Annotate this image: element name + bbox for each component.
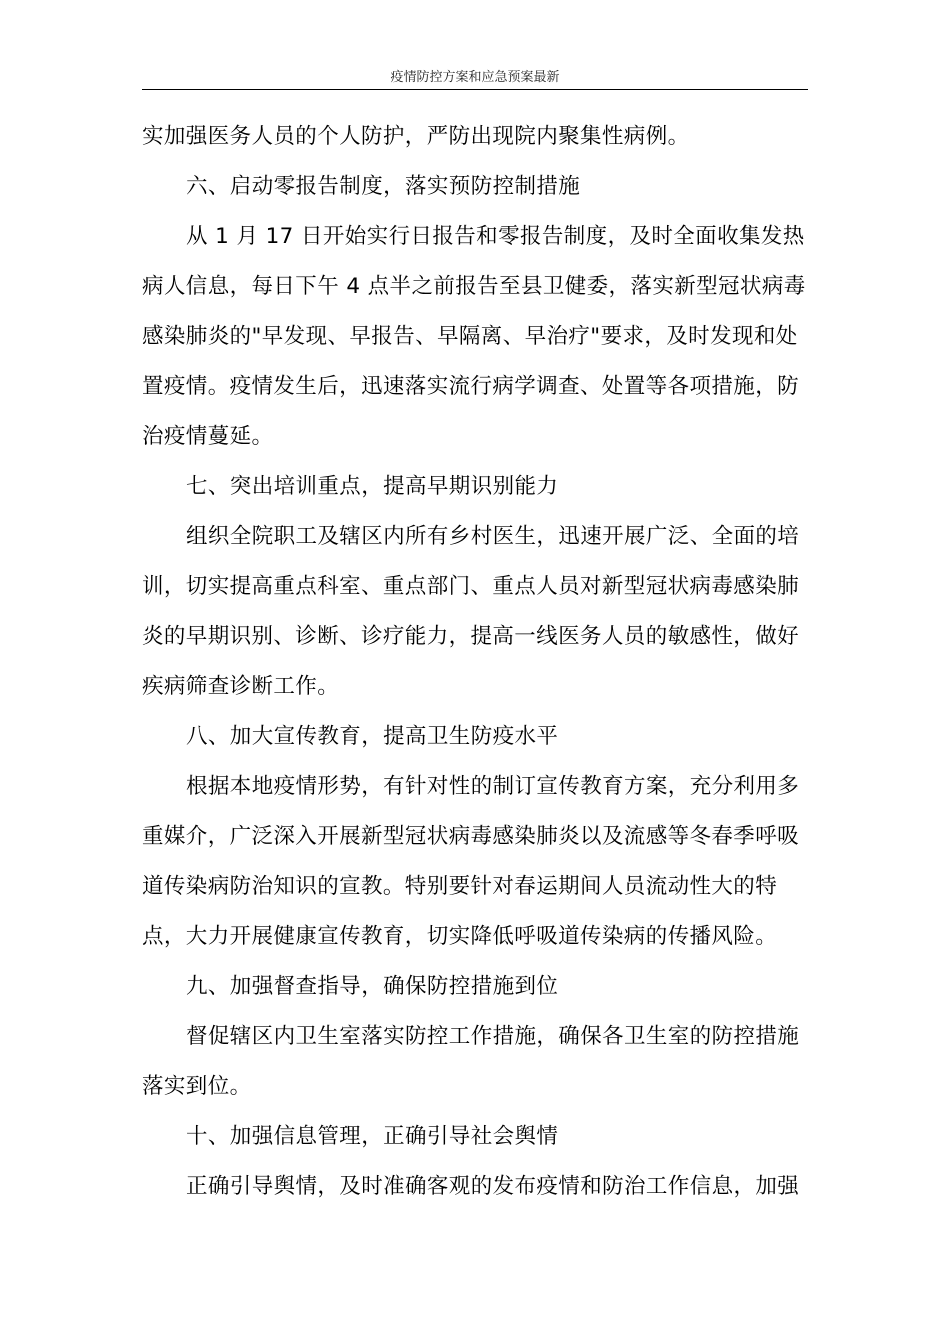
text-line: 炎的早期识别、诊断、诊疗能力，提高一线医务人员的敏感性，做好 [142, 624, 800, 649]
text-line: 病人信息，每日下午 4 点半之前报告至县卫健委，落实新型冠状病毒 [142, 274, 806, 299]
text-line: 九、加强督查指导，确保防控措施到位 [186, 974, 559, 999]
text-line: 置疫情。疫情发生后，迅速落实流行病学调查、处置等各项措施，防 [142, 374, 800, 399]
text-line: 组织全院职工及辖区内所有乡村医生，迅速开展广泛、全面的培 [186, 524, 800, 549]
text-line: 疾病筛查诊断工作。 [142, 674, 340, 699]
text-line: 从 1 月 17 日开始实行日报告和零报告制度，及时全面收集发热 [186, 224, 805, 249]
text-line: 道传染病防治知识的宣教。特别要针对春运期间人员流动性大的特 [142, 874, 778, 899]
text-line: 落实到位。 [142, 1074, 252, 1099]
text-line: 正确引导舆情，及时准确客观的发布疫情和防治工作信息，加强 [186, 1174, 800, 1199]
text-line: 训，切实提高重点科室、重点部门、重点人员对新型冠状病毒感染肺 [142, 574, 800, 599]
text-line: 六、启动零报告制度，落实预防控制措施 [186, 174, 581, 199]
text-line: 重媒介，广泛深入开展新型冠状病毒感染肺炎以及流感等冬春季呼吸 [142, 824, 800, 849]
text-line: 感染肺炎的"早发现、早报告、早隔离、早治疗"要求，及时发现和处 [142, 324, 798, 349]
header-divider [142, 89, 808, 90]
text-line: 督促辖区内卫生室落实防控工作措施，确保各卫生室的防控措施 [186, 1024, 800, 1049]
body-text [142, 112, 808, 1212]
running-header: 疫情防控方案和应急预案最新 [390, 70, 560, 85]
text-line: 点，大力开展健康宣传教育，切实降低呼吸道传染病的传播风险。 [142, 924, 778, 949]
text-line: 八、加大宣传教育，提高卫生防疫水平 [186, 724, 559, 749]
text-line: 十、加强信息管理，正确引导社会舆情 [186, 1124, 559, 1149]
text-line: 七、突出培训重点，提高早期识别能力 [186, 474, 559, 499]
text-line: 实加强医务人员的个人防护，严防出现院内聚集性病例。 [142, 124, 690, 149]
text-line: 根据本地疫情形势，有针对性的制订宣传教育方案，充分利用多 [186, 774, 800, 799]
text-line: 治疫情蔓延。 [142, 424, 274, 449]
